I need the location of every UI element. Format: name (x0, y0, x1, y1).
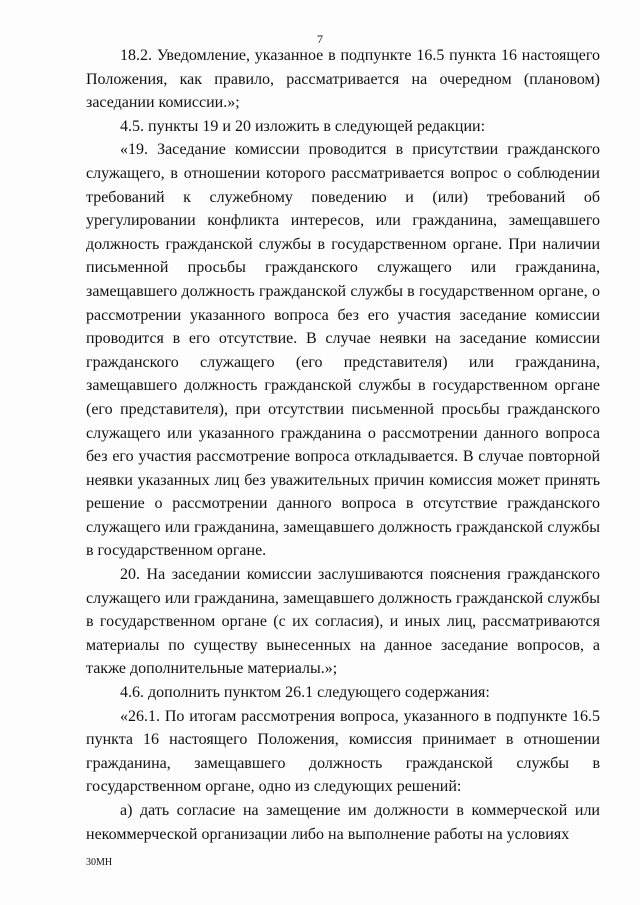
page-number: 7 (317, 32, 323, 46)
paragraph-item-a: а) дать согласие на замещение им должности в коммерческой или некоммерческой организации либо на выполнение работы на условиях (86, 802, 600, 843)
paragraph-26-1: «26.1. По итогам рассмотрения вопроса, указанного в подпункте 16.5 пункта 16 настоящего Положения, комиссия принимает в отношении гражданина, замещавшего должность гражданской службы в государственном органе, одно из следующих решений: (86, 707, 600, 796)
paragraph-4-6: 4.6. дополнить пунктом 26.1 следующего содержания: (120, 684, 490, 702)
document-body (86, 44, 600, 846)
footer-code: 30МН (86, 857, 113, 868)
paragraph-4-5: 4.5. пункты 19 и 20 изложить в следующей редакции: (120, 117, 486, 135)
paragraph-20: 20. На заседании комиссии заслушиваются пояснения гражданского служащего или гражданина, замещавшего должность гражданской службы в государственном органе (с их согласия), и иных лиц, рассматриваются материалы по существу вынесенных на данное заседание вопросов, а также дополнительные материалы.»; (86, 566, 600, 678)
paragraph-18-2: 18.2. Уведомление, указанное в подпункте 16.5 пункта 16 настоящего Положения, как правило, рассматривается на очередном (плановом) заседании комиссии.»; (86, 47, 600, 112)
paragraph-19: «19. Заседание комиссии проводится в присутствии гражданского служащего, в отношении которого рассматривается вопрос о соблюдении требований к служебному поведению и (или) требований об урегулировании конфликта интересов, или гражданина, замещавшего должность гражданской службы в государственном органе. При наличии письменной просьбы гражданского служащего или гражданина, замещавшего должность гражданской службы в государственном органе, о рассмотрении указанного вопроса без его участия заседание комиссии проводится в его отсутствие. В случае неявки на заседание комиссии гражданского служащего (его представителя) или гражданина, замещавшего должность гражданской службы в государственном органе (его представителя), при отсутствии письменной просьбы гражданского служащего или указанного гражданина о рассмотрении данного вопроса без его участия рассмотрение вопроса откладывается. В случае повторной неявки указанных лиц без уважительных причин комиссия может принять решение о рассмотрении данного вопроса в отсутствие гражданского служащего или гражданина, замещавшего должность гражданской службы в государственном органе. (86, 141, 600, 560)
